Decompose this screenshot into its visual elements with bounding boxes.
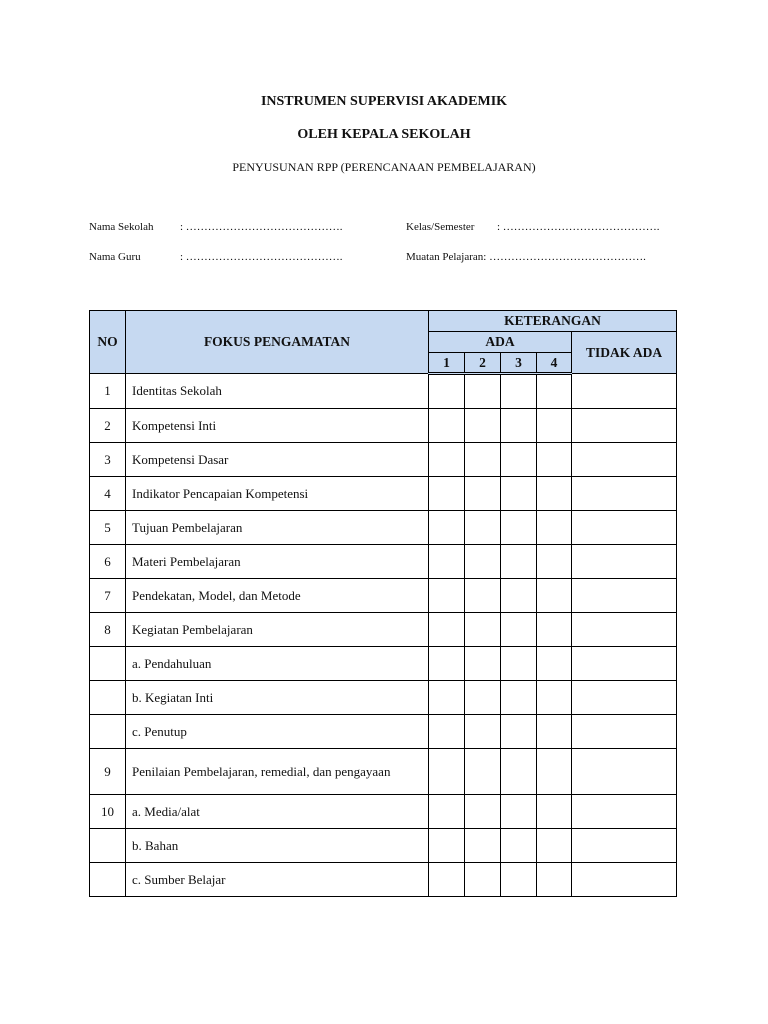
score-4-cell[interactable] <box>537 795 572 829</box>
table-row <box>90 443 677 477</box>
score-4-cell[interactable] <box>537 863 572 897</box>
row-number: 5 <box>90 511 126 545</box>
table-row <box>90 409 677 443</box>
score-4-cell[interactable] <box>537 443 572 477</box>
row-number: 9 <box>90 749 126 795</box>
header-tidak-ada: TIDAK ADA <box>572 332 677 374</box>
score-1-cell[interactable] <box>429 443 465 477</box>
row-number <box>90 829 126 863</box>
row-number: 8 <box>90 613 126 647</box>
header-keterangan: KETERANGAN <box>429 311 677 332</box>
table-row <box>90 829 677 863</box>
score-4-cell[interactable] <box>537 579 572 613</box>
table-row <box>90 374 677 409</box>
score-1-cell[interactable] <box>429 681 465 715</box>
row-number: 6 <box>90 545 126 579</box>
score-2-cell[interactable] <box>465 647 501 681</box>
score-4-cell[interactable] <box>537 647 572 681</box>
score-2-cell[interactable] <box>465 443 501 477</box>
tidak-ada-cell[interactable] <box>572 409 677 443</box>
score-3-cell[interactable] <box>501 681 537 715</box>
score-1-cell[interactable] <box>429 749 465 795</box>
header-score-4: 4 <box>537 353 572 374</box>
score-1-cell[interactable] <box>429 829 465 863</box>
row-focus: Identitas Sekolah <box>126 374 429 409</box>
row-number <box>90 863 126 897</box>
score-1-cell[interactable] <box>429 545 465 579</box>
score-4-cell[interactable] <box>537 511 572 545</box>
tidak-ada-cell[interactable] <box>572 647 677 681</box>
row-focus: a. Media/alat <box>126 795 429 829</box>
score-2-cell[interactable] <box>465 579 501 613</box>
row-number: 7 <box>90 579 126 613</box>
score-3-cell[interactable] <box>501 863 537 897</box>
score-3-cell[interactable] <box>501 749 537 795</box>
score-2-cell[interactable] <box>465 715 501 749</box>
score-1-cell[interactable] <box>429 511 465 545</box>
row-number: 2 <box>90 409 126 443</box>
row-focus: Kegiatan Pembelajaran <box>126 613 429 647</box>
score-2-cell[interactable] <box>465 613 501 647</box>
table-row <box>90 647 677 681</box>
score-4-cell[interactable] <box>537 613 572 647</box>
score-1-cell[interactable] <box>429 374 465 409</box>
score-1-cell[interactable] <box>429 477 465 511</box>
row-number: 4 <box>90 477 126 511</box>
score-1-cell[interactable] <box>429 613 465 647</box>
header-score-3: 3 <box>501 353 537 374</box>
tidak-ada-cell[interactable] <box>572 863 677 897</box>
score-3-cell[interactable] <box>501 795 537 829</box>
score-2-cell[interactable] <box>465 681 501 715</box>
tidak-ada-cell[interactable] <box>572 511 677 545</box>
score-2-cell[interactable] <box>465 863 501 897</box>
row-number: 10 <box>90 795 126 829</box>
score-3-cell[interactable] <box>501 579 537 613</box>
header-focus: FOKUS PENGAMATAN <box>126 311 429 374</box>
header-score-1: 1 <box>429 353 465 374</box>
row-focus: Indikator Pencapaian Kompetensi <box>126 477 429 511</box>
score-1-cell[interactable] <box>429 863 465 897</box>
field-nama-sekolah <box>89 221 343 233</box>
row-number: 1 <box>90 374 126 409</box>
table-row <box>90 795 677 829</box>
tidak-ada-cell[interactable] <box>572 681 677 715</box>
row-number <box>90 681 126 715</box>
tidak-ada-cell[interactable] <box>572 795 677 829</box>
tidak-ada-cell[interactable] <box>572 613 677 647</box>
score-2-cell[interactable] <box>465 829 501 863</box>
tidak-ada-cell[interactable] <box>572 749 677 795</box>
field-label: Muatan Pelajaran <box>406 251 484 263</box>
score-4-cell[interactable] <box>537 477 572 511</box>
score-4-cell[interactable] <box>537 829 572 863</box>
tidak-ada-cell[interactable] <box>572 715 677 749</box>
table-row <box>90 477 677 511</box>
table-row <box>90 511 677 545</box>
field-blank[interactable]: : ……………………………………. <box>497 221 660 233</box>
document-section-title: PENYUSUNAN RPP (PERENCANAAN PEMBELAJARAN) <box>232 160 536 174</box>
tidak-ada-cell[interactable] <box>572 477 677 511</box>
row-number <box>90 647 126 681</box>
score-4-cell[interactable] <box>537 545 572 579</box>
field-kelas-semester <box>406 221 660 233</box>
row-focus: c. Sumber Belajar <box>126 863 429 897</box>
score-3-cell[interactable] <box>501 647 537 681</box>
row-focus: b. Bahan <box>126 829 429 863</box>
table-row <box>90 579 677 613</box>
row-focus: Pendekatan, Model, dan Metode <box>126 579 429 613</box>
score-1-cell[interactable] <box>429 409 465 443</box>
score-2-cell[interactable] <box>465 409 501 443</box>
score-3-cell[interactable] <box>501 511 537 545</box>
score-1-cell[interactable] <box>429 795 465 829</box>
table-row <box>90 681 677 715</box>
field-blank[interactable]: : ……………………………………. <box>180 251 343 263</box>
score-3-cell[interactable] <box>501 477 537 511</box>
score-4-cell[interactable] <box>537 409 572 443</box>
score-3-cell[interactable] <box>501 545 537 579</box>
score-3-cell[interactable] <box>501 443 537 477</box>
supervision-table <box>89 310 677 897</box>
tidak-ada-cell[interactable] <box>572 545 677 579</box>
table-row <box>90 613 677 647</box>
header-no: NO <box>90 311 126 374</box>
field-label: Nama Guru <box>89 251 141 263</box>
tidak-ada-cell[interactable] <box>572 374 677 409</box>
score-1-cell[interactable] <box>429 579 465 613</box>
row-focus: Materi Pembelajaran <box>126 545 429 579</box>
field-blank[interactable]: : ……………………………………. <box>180 221 343 233</box>
row-number <box>90 715 126 749</box>
score-3-cell[interactable] <box>501 829 537 863</box>
table-body <box>90 374 677 897</box>
document-subtitle-line: OLEH KEPALA SEKOLAH <box>297 127 471 142</box>
field-label: Nama Sekolah <box>89 221 154 233</box>
field-muatan-pelajaran <box>406 251 646 263</box>
row-focus: Tujuan Pembelajaran <box>126 511 429 545</box>
row-focus: Penilaian Pembelajaran, remedial, dan pengayaan <box>126 749 429 795</box>
score-3-cell[interactable] <box>501 374 537 409</box>
row-focus: c. Penutup <box>126 715 429 749</box>
table-row <box>90 863 677 897</box>
header-ada: ADA <box>429 332 572 353</box>
score-2-cell[interactable] <box>465 795 501 829</box>
score-3-cell[interactable] <box>501 409 537 443</box>
score-4-cell[interactable] <box>537 715 572 749</box>
row-focus: a. Pendahuluan <box>126 647 429 681</box>
row-number: 3 <box>90 443 126 477</box>
score-1-cell[interactable] <box>429 647 465 681</box>
table-row <box>90 715 677 749</box>
score-4-cell[interactable] <box>537 749 572 795</box>
field-blank[interactable]: : ……………………………………. <box>483 251 646 263</box>
score-2-cell[interactable] <box>465 749 501 795</box>
table-row <box>90 749 677 795</box>
score-4-cell[interactable] <box>537 681 572 715</box>
table-row <box>90 545 677 579</box>
tidak-ada-cell[interactable] <box>572 829 677 863</box>
field-nama-guru <box>89 251 343 263</box>
document-title: INSTRUMEN SUPERVISI AKADEMIK <box>260 94 508 109</box>
score-2-cell[interactable] <box>465 477 501 511</box>
score-1-cell[interactable] <box>429 715 465 749</box>
row-focus: Kompetensi Dasar <box>126 443 429 477</box>
row-focus: b. Kegiatan Inti <box>126 681 429 715</box>
header-score-2: 2 <box>465 353 501 374</box>
score-3-cell[interactable] <box>501 613 537 647</box>
score-3-cell[interactable] <box>501 715 537 749</box>
score-4-cell[interactable] <box>537 374 572 409</box>
field-label: Kelas/Semester <box>406 221 475 233</box>
row-focus: Kompetensi Inti <box>126 409 429 443</box>
score-2-cell[interactable] <box>465 374 501 409</box>
tidak-ada-cell[interactable] <box>572 579 677 613</box>
score-2-cell[interactable] <box>465 511 501 545</box>
score-2-cell[interactable] <box>465 545 501 579</box>
tidak-ada-cell[interactable] <box>572 443 677 477</box>
